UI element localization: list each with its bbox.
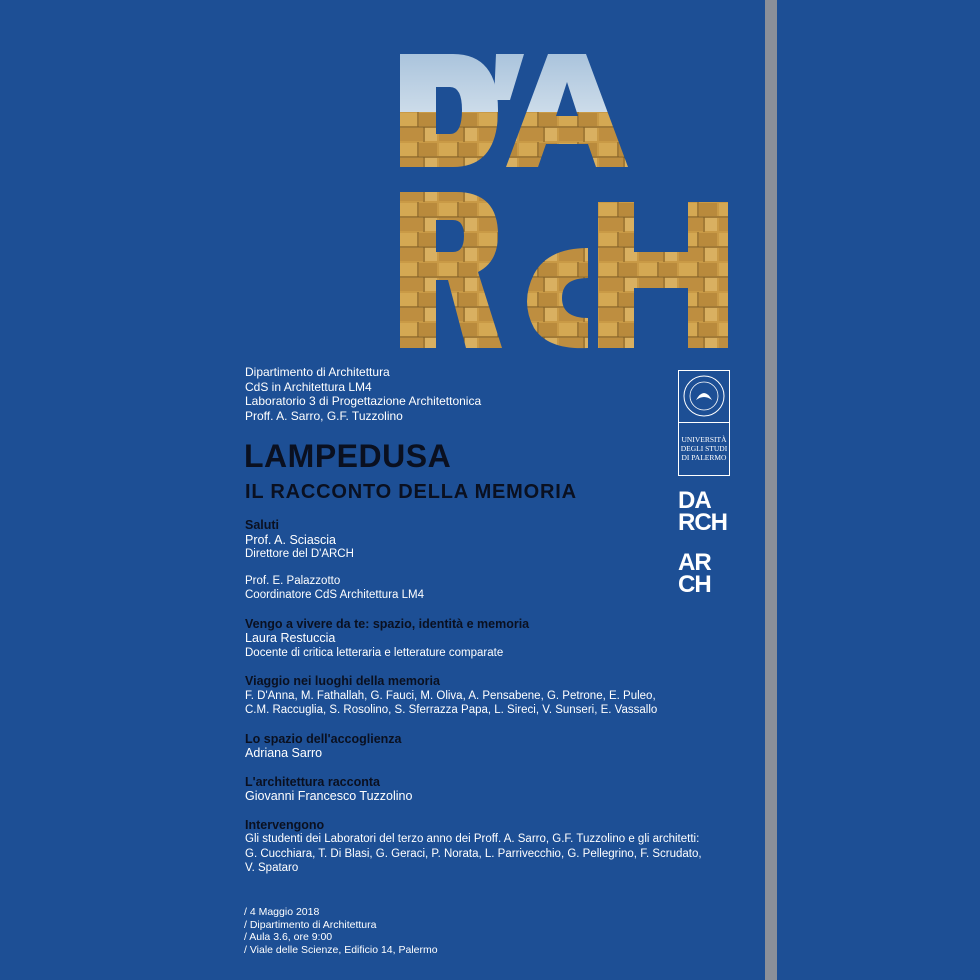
talk-2 <box>245 674 765 718</box>
intervengono-heading: Intervengono <box>245 817 325 832</box>
university-seal-icon <box>678 370 730 476</box>
letter-r <box>400 192 502 348</box>
talk-1-heading: Vengo a vivere da te: spazio, identità e memoria <box>245 616 530 631</box>
darch-mini-logo <box>678 487 727 536</box>
info-line-4: Proff. A. Sarro, G.F. Tuzzolino <box>245 408 403 423</box>
uni-line-3: DI PALERMO <box>681 453 727 462</box>
talk-3 <box>245 732 765 761</box>
talk-3-heading: Lo spazio dell'accoglienza <box>245 731 402 746</box>
talk-4 <box>245 775 765 804</box>
arch-mini-logo <box>678 549 711 598</box>
info-line-1: Dipartimento di Architettura <box>245 365 390 379</box>
letter-c <box>527 248 588 348</box>
event-details <box>244 906 438 956</box>
talk-1 <box>245 617 765 661</box>
talk-2-heading: Viaggio nei luoghi della memoria <box>245 674 440 688</box>
uni-line-2: DEGLI STUDI <box>680 444 728 453</box>
talk-2-line-1: F. D'Anna, M. Fathallah, G. Fauci, M. Oliva, A. Pensabene, G. Petrone, E. Puleo, <box>245 689 656 702</box>
university-logo <box>678 370 730 476</box>
event-address: / Viale delle Scienze, Edificio 14, Palermo <box>244 943 438 956</box>
talk-4-heading: L'architettura racconta <box>245 774 380 789</box>
saluti-heading: Saluti <box>245 518 280 532</box>
saluti-name-2: Prof. E. Palazzotto <box>245 574 341 587</box>
event-date: / 4 Maggio 2018 <box>244 906 320 918</box>
apostrophe <box>494 54 524 100</box>
event-venue: / Dipartimento di Architettura <box>244 918 377 931</box>
intervengono-section <box>245 818 765 876</box>
letter-d <box>400 54 498 167</box>
talk-2-line-2: C.M. Raccuglia, S. Rosolino, S. Sferrazza Papa, L. Sireci, V. Sunseri, E. Vassallo <box>245 704 658 716</box>
side-stripe <box>765 0 777 980</box>
letter-a <box>506 54 628 167</box>
event-room-time: / Aula 3.6, ore 9:00 <box>244 931 333 943</box>
uni-line-1: UNIVERSITÀ <box>681 435 727 444</box>
saluti-role-2: Coordinatore CdS Architettura LM4 <box>245 589 424 601</box>
intervengono-line-3: V. Spataro <box>245 862 299 874</box>
arch-mini-row-1: AR <box>678 549 711 576</box>
talk-3-speaker: Adriana Sarro <box>245 746 323 760</box>
darch-mini-row-1: DA <box>678 487 711 514</box>
letter-h <box>598 202 728 348</box>
saluti-role-1: Direttore del D'ARCH <box>245 548 354 560</box>
intervengono-line-2: G. Cucchiara, T. Di Blasi, G. Geraci, P. Norata, L. Parrivecchio, G. Pellegrino, F. Scrudato, <box>245 847 702 860</box>
darch-mini-row-2: RCH <box>678 509 727 536</box>
intervengono-line-1: Gli studenti dei Laboratori del terzo anno dei Proff. A. Sarro, G.F. Tuzzolino e gli architetti: <box>245 833 700 845</box>
talk-1-role: Docente di critica letteraria e letterature comparate <box>245 646 504 659</box>
info-line-2: CdS in Architettura LM4 <box>245 379 372 394</box>
talk-1-speaker: Laura Restuccia <box>245 631 336 645</box>
event-subtitle: IL RACCONTO DELLA MEMORIA <box>245 481 577 503</box>
saluti-name-1: Prof. A. Sciascia <box>245 532 337 547</box>
event-title: LAMPEDUSA <box>244 438 452 474</box>
talk-4-speaker: Giovanni Francesco Tuzzolino <box>245 789 413 803</box>
info-line-3: Laboratorio 3 di Progettazione Architettonica <box>245 394 482 408</box>
arch-mini-row-2: CH <box>678 571 711 598</box>
darch-hero-logo <box>398 52 732 352</box>
